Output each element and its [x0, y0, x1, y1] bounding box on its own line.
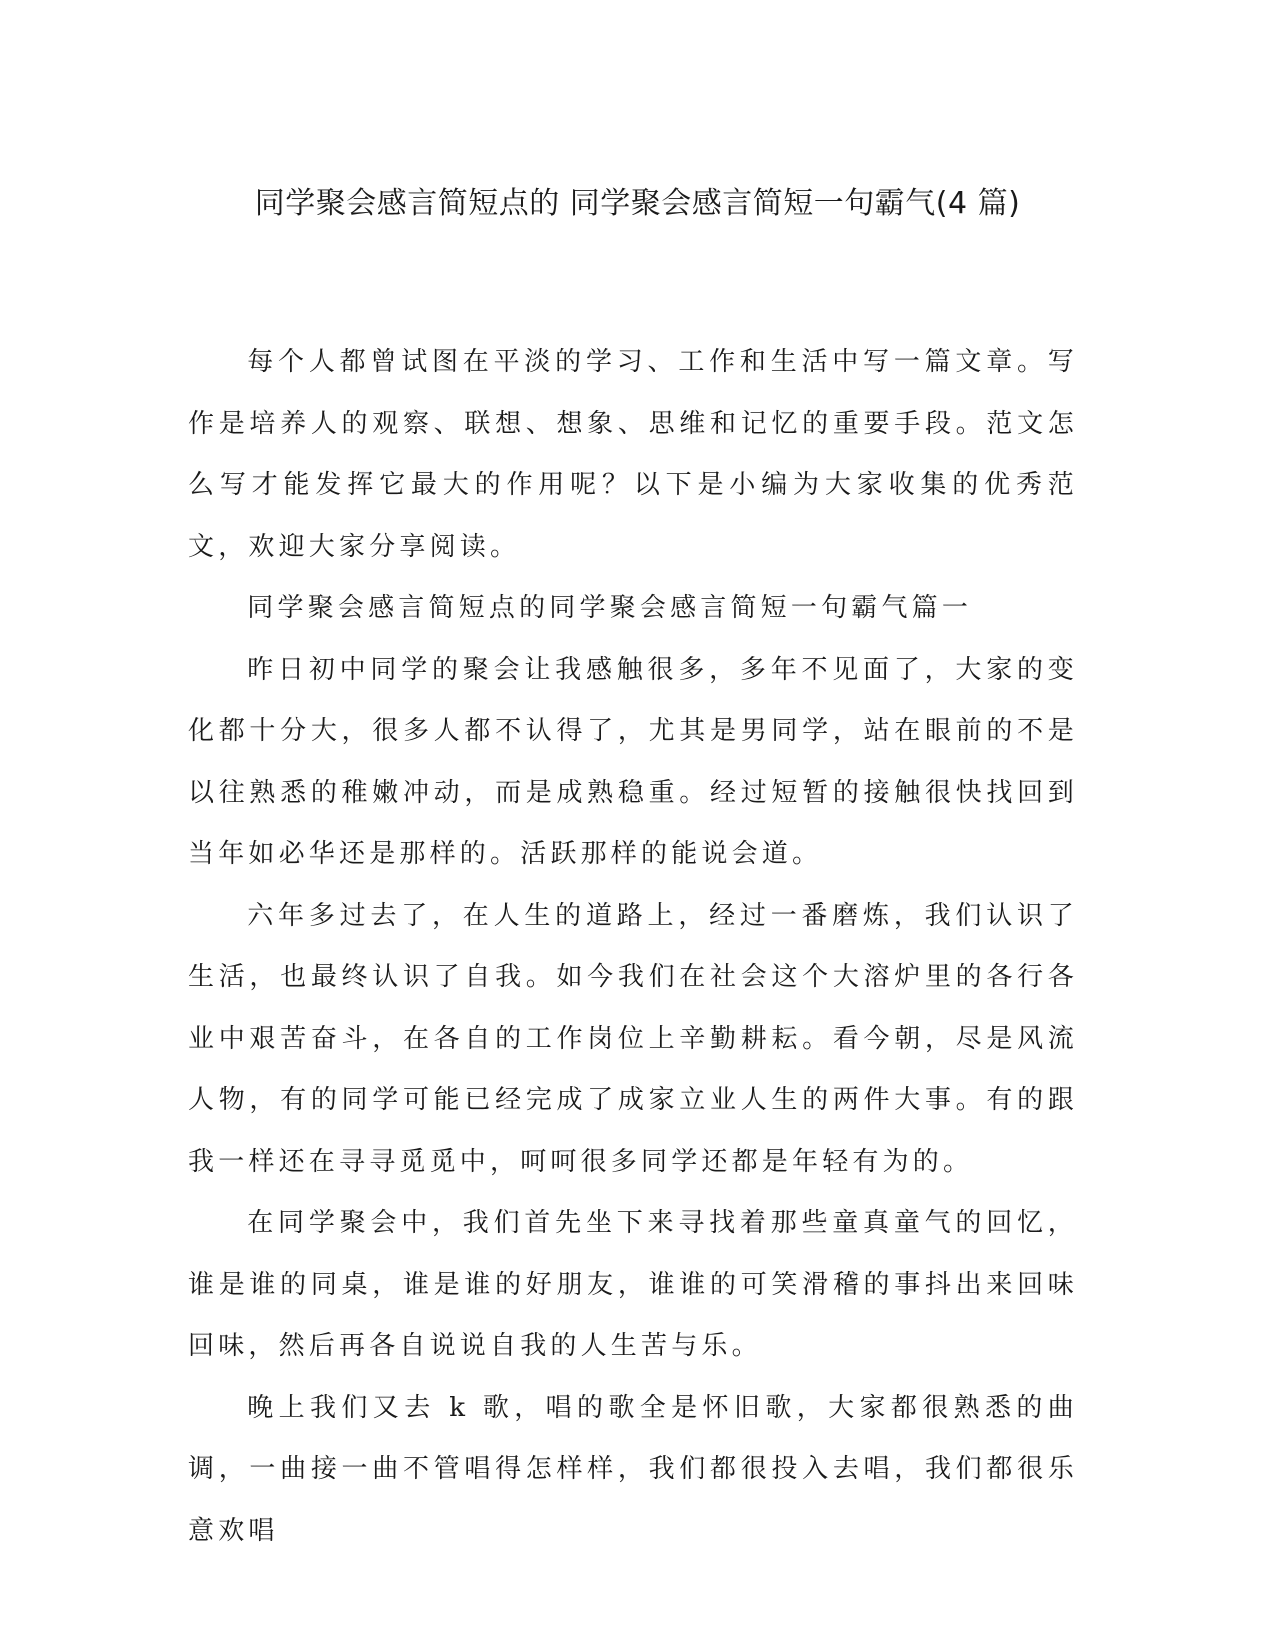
body-paragraph-six-years: 六年多过去了，在人生的道路上，经过一番磨炼，我们认识了生活，也最终认识了自我。如今我们在社会这个大溶炉里的各行各业中艰苦奋斗，在各自的工作岗位上辛勤耕耘。看今朝，尽是风流人物，有的同学可能已经完成了成家立业人生的两件大事。有的跟我一样还在寻寻觅觅中，呵呵很多同学还都是年轻有为的。: [188, 900, 1078, 1177]
body-paragraph-intro: 每个人都曾试图在平淡的学习、工作和生活中写一篇文章。写作是培养人的观察、联想、想象、思维和记忆的重要手段。范文怎么写才能发挥它最大的作用呢？以下是小编为大家收集的优秀范文，欢迎大家分享阅读。: [188, 347, 1078, 562]
body-paragraph-memories: 在同学聚会中，我们首先坐下来寻找着那些童真童气的回忆，谁是谁的同桌，谁是谁的好朋友，谁谁的可笑滑稽的事抖出来回味回味，然后再各自说说自我的人生苦与乐。: [188, 1208, 1078, 1361]
body-paragraph-karaoke: 晚上我们又去 k 歌，唱的歌全是怀旧歌，大家都很熟悉的曲调，一曲接一曲不管唱得怎样样，我们都很投入去唱，我们都很乐意欢唱: [188, 1392, 1078, 1546]
document-title: 同学聚会感言简短点的 同学聚会感言简短一句霸气(4 篇): [254, 186, 1021, 221]
body-paragraph-reunion: 昨日初中同学的聚会让我感触很多，多年不见面了，大家的变化都十分大，很多人都不认得了，尤其是男同学，站在眼前的不是以往熟悉的稚嫩冲动，而是成熟稳重。经过短暂的接触很快找回到当年如必华还是那样的。活跃那样的能说会道。: [188, 654, 1078, 869]
document-body: [188, 332, 1078, 1562]
section-heading-part-one: 同学聚会感言简短点的同学聚会感言简短一句霸气篇一: [247, 593, 973, 623]
